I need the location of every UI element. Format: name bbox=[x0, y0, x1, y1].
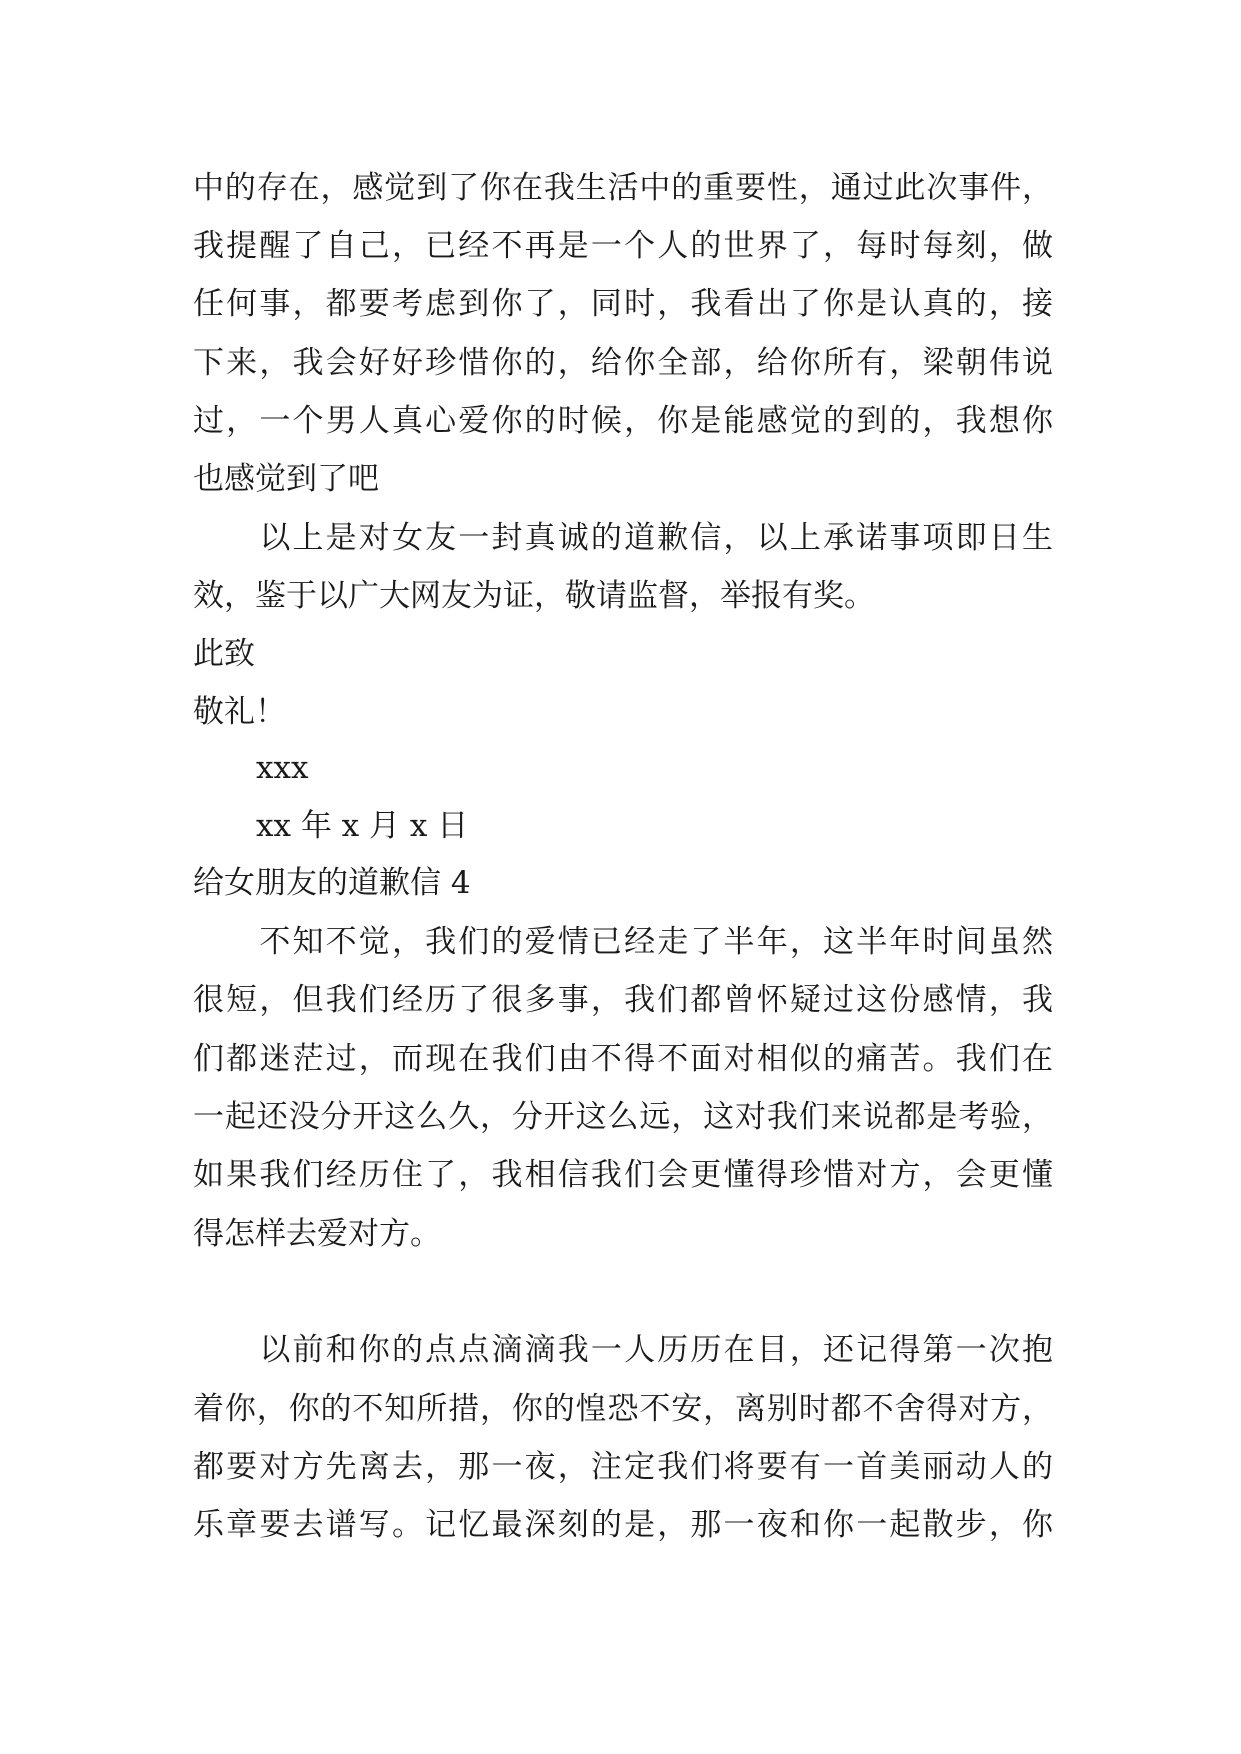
text-line: 乐章要去谱写。记忆最深刻的是，那一夜和你一起散步，你 bbox=[193, 1507, 1053, 1543]
text-line: 着你，你的不知所措，你的惶恐不安，离别时都不舍得对方， bbox=[193, 1391, 1053, 1427]
text-line: 都要对方先离去，那一夜，注定我们将要有一首美丽动人的 bbox=[193, 1449, 1053, 1485]
text-line: 中的存在，感觉到了你在我生活中的重要性，通过此次事件， bbox=[193, 170, 1053, 206]
section-heading: 给女朋友的道歉信 4 bbox=[193, 865, 471, 901]
text-line: 一起还没分开这么久，分开这么远，这对我们来说都是考验， bbox=[193, 1099, 1053, 1135]
text-line: 不知不觉，我们的爱情已经走了半年，这半年时间虽然 bbox=[193, 924, 1053, 960]
text-line: 如果我们经历住了，我相信我们会更懂得珍惜对方，会更懂 bbox=[193, 1157, 1053, 1193]
text-line: 下来，我会好好珍惜你的，给你全部，给你所有，梁朝伟说 bbox=[193, 345, 1053, 381]
text-line: 也感觉到了吧 bbox=[193, 461, 379, 497]
signature-name: xxx bbox=[256, 750, 309, 786]
text-line: 效，鉴于以广大网友为证，敬请监督，举报有奖。 bbox=[193, 578, 875, 614]
text-line: 以前和你的点点滴滴我一人历历在目，还记得第一次抱 bbox=[193, 1332, 1053, 1368]
text-line: 很短，但我们经历了很多事，我们都曾怀疑过这份感情，我 bbox=[193, 982, 1053, 1018]
closing-salutation: 此致 bbox=[193, 636, 255, 672]
text-line: 得怎样去爱对方。 bbox=[193, 1216, 441, 1252]
text-line: 我提醒了自己，已经不再是一个人的世界了，每时每刻，做 bbox=[193, 228, 1053, 264]
text-line: 任何事，都要考虑到你了，同时，我看出了你是认真的，接 bbox=[193, 286, 1053, 322]
closing-regards: 敬礼！ bbox=[193, 694, 286, 730]
signature-date: xx 年 x 月 x 日 bbox=[256, 808, 469, 844]
text-line: 过，一个男人真心爱你的时候，你是能感觉的到的，我想你 bbox=[193, 403, 1053, 439]
text-line: 以上是对女友一封真诚的道歉信，以上承诺事项即日生 bbox=[193, 520, 1053, 556]
text-line: 们都迷茫过，而现在我们由不得不面对相似的痛苦。我们在 bbox=[193, 1041, 1053, 1077]
